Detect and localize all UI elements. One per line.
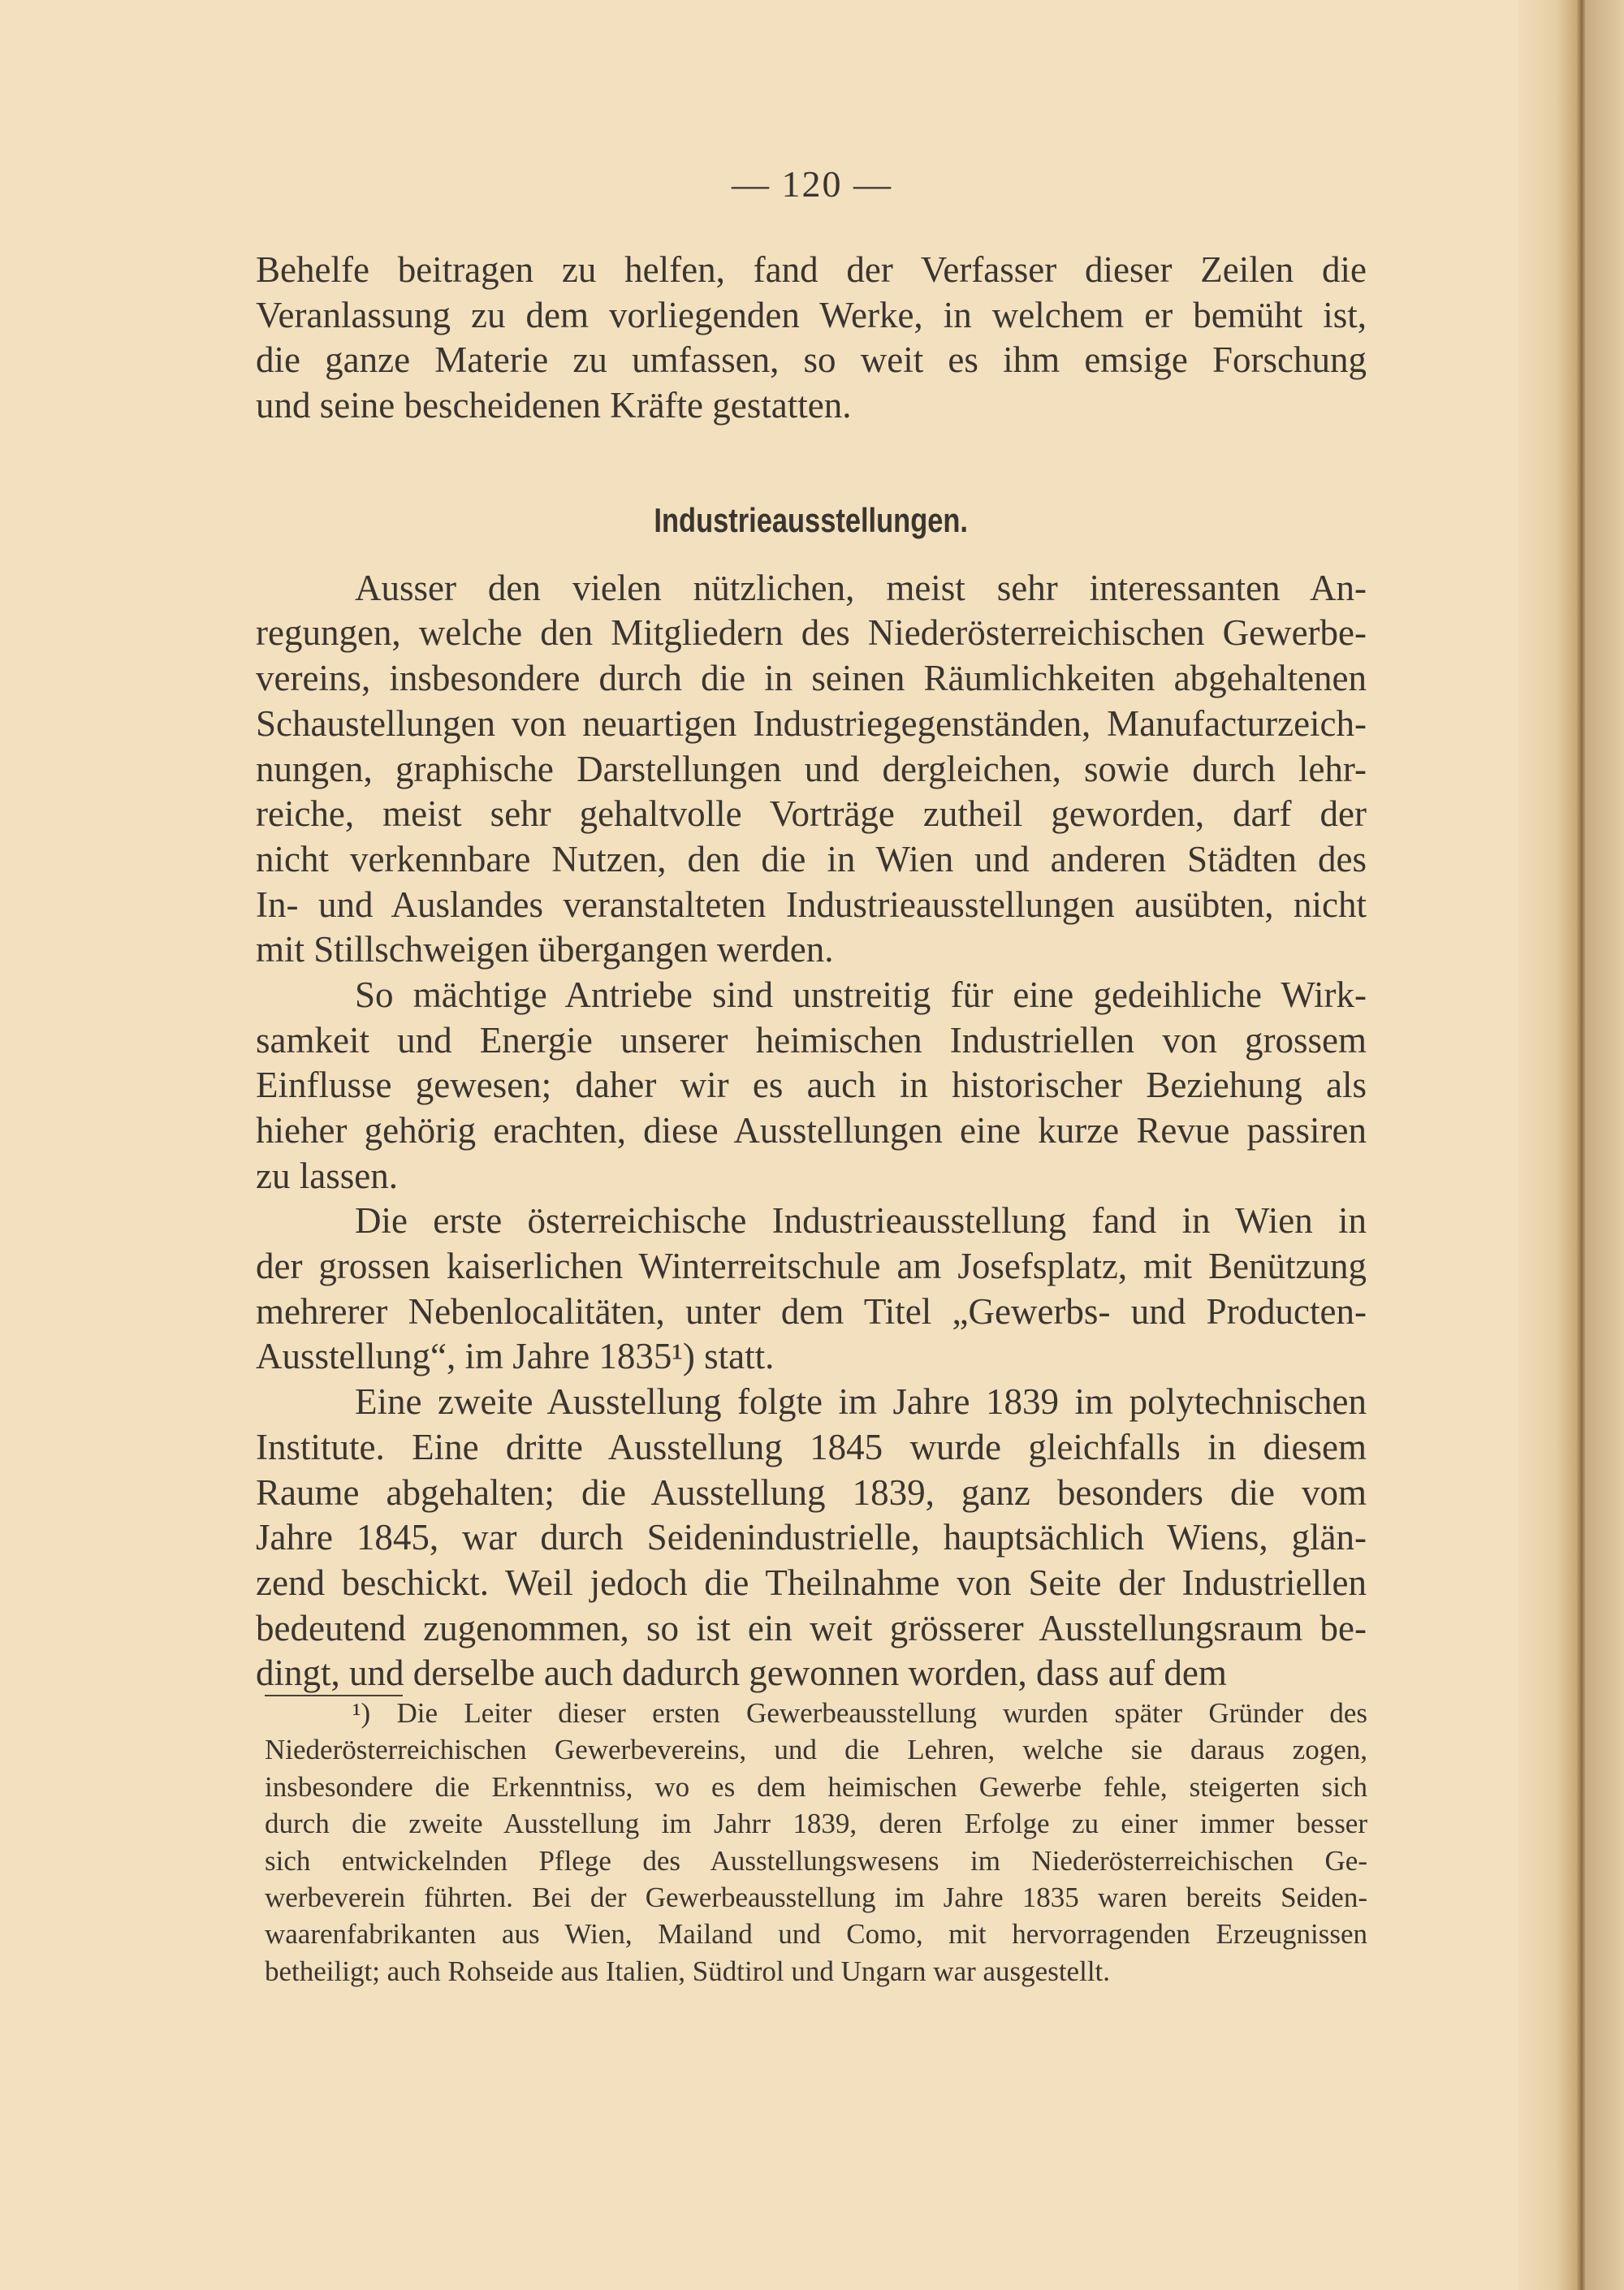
footnote <box>265 1695 1367 1990</box>
text-line: der grossen kaiserlichen Winterreitschule am Josefsplatz, mit Benützung <box>256 1246 1367 1287</box>
page-number: — 120 — <box>732 163 892 205</box>
text-line: Veranlassung zu dem vorliegenden Werke, in welchem er bemüht ist, <box>256 294 1367 335</box>
text-line: die ganze Materie zu umfassen, so weit es ihm emsige Forschung <box>256 339 1367 381</box>
main-text <box>256 248 1367 1696</box>
section-body <box>256 566 1367 1696</box>
text-line: vereins, insbesondere durch die in seinen Räumlichkeiten abgehaltenen <box>256 658 1367 699</box>
paragraph <box>256 973 1367 1199</box>
text-line: mehrerer Nebenlocalitäten, unter dem Titel „Gewerbs- und Producten- <box>256 1290 1367 1332</box>
footnote-line: werbeverein führten. Bei der Gewerbeausstellung im Jahre 1835 waren bereits Seiden- <box>265 1881 1367 1913</box>
footnote-line: betheiligt; auch Rohseide aus Italien, Südtirol und Ungarn war ausgestellt. <box>265 1955 1111 1987</box>
text-line: und seine bescheidenen Kräfte gestatten. <box>256 385 852 426</box>
text-line: Raume abgehalten; die Ausstellung 1839, ganz besonders die vom <box>256 1471 1367 1513</box>
text-line: In- und Auslandes veranstalteten Industrieausstellungen ausübten, nicht <box>256 884 1367 925</box>
text-line: bedeutend zugenommen, so ist ein weit grösserer Ausstellungsraum be- <box>256 1607 1367 1648</box>
section-heading <box>256 429 1367 566</box>
text-line: Jahre 1845, war durch Seidenindustrielle, hauptsächlich Wiens, glän- <box>256 1517 1367 1558</box>
footnote-line: insbesondere die Erkenntniss, wo es dem heimischen Gewerbe fehle, steigerten sich <box>265 1770 1367 1803</box>
footnote-line: ¹) Die Leiter dieser ersten Gewerbeausstellung wurden später Gründer des <box>352 1697 1367 1729</box>
text-line: samkeit und Energie unserer heimischen Industriellen von grossem <box>256 1019 1367 1061</box>
text-line: So mächtige Antriebe sind unstreitig für eine gedeihliche Wirk- <box>355 974 1367 1015</box>
text-line: nicht verkennbare Nutzen, den die in Wien und anderen Städten des <box>256 838 1367 879</box>
text-line: mit Stillschweigen übergangen werden. <box>256 929 834 970</box>
text-line: Ausstellung“, im Jahre 1835¹) statt. <box>256 1336 775 1377</box>
text-line: nungen, graphische Darstellungen und dergleichen, sowie durch lehr- <box>256 748 1367 789</box>
text-line: Institute. Eine dritte Ausstellung 1845 wurde gleichfalls in diesem <box>256 1426 1367 1467</box>
text-line: Behelfe beitragen zu helfen, fand der Verfasser dieser Zeilen die <box>256 249 1367 290</box>
paragraph <box>256 566 1367 973</box>
footnote-line: waarenfabrikanten aus Wien, Mailand und Como, mit hervorragenden Erzeugnissen <box>265 1918 1367 1951</box>
text-line: Einflusse gewesen; daher wir es auch in historischer Beziehung als <box>256 1065 1367 1106</box>
section-heading-text: Industrieausstellungen. <box>654 500 969 539</box>
text-line: Schaustellungen von neuartigen Industriegegenständen, Manufacturzeich- <box>256 702 1367 744</box>
text-line: reiche, meist sehr gehaltvolle Vorträge zutheil geworden, darf der <box>256 793 1367 835</box>
intro-paragraph <box>256 248 1367 429</box>
footnote-line: sich entwickelnden Pflege des Ausstellungswesens im Niederösterreichischen Ge- <box>265 1844 1367 1877</box>
text-line: hieher gehörig erachten, diese Ausstellungen eine kurze Revue passiren <box>256 1110 1367 1151</box>
text-line: Eine zweite Ausstellung folgte im Jahre 1839 im polytechnischen <box>355 1381 1367 1423</box>
paragraph <box>256 1199 1367 1380</box>
footnote-line: durch die zweite Ausstellung im Jahrr 1839, deren Erfolge zu einer immer besser <box>265 1808 1367 1840</box>
text-line: Ausser den vielen nützlichen, meist sehr interessanten An- <box>355 567 1367 608</box>
page-edge <box>1518 0 1624 2290</box>
text-line: zend beschickt. Weil jedoch die Theilnahme von Seite der Industriellen <box>256 1562 1367 1603</box>
text-line: regungen, welche den Mitgliedern des Niederösterreichischen Gewerbe- <box>256 612 1367 654</box>
text-line: zu lassen. <box>256 1155 398 1196</box>
text-line: Die erste österreichische Industrieausstellung fand in Wien in <box>355 1200 1367 1242</box>
text-line: dingt, und derselbe auch dadurch gewonnen worden, dass auf dem <box>256 1653 1227 1694</box>
footnote-line: Niederösterreichischen Gewerbevereins, und die Lehren, welche sie daraus zogen, <box>265 1734 1367 1766</box>
paragraph <box>256 1380 1367 1696</box>
